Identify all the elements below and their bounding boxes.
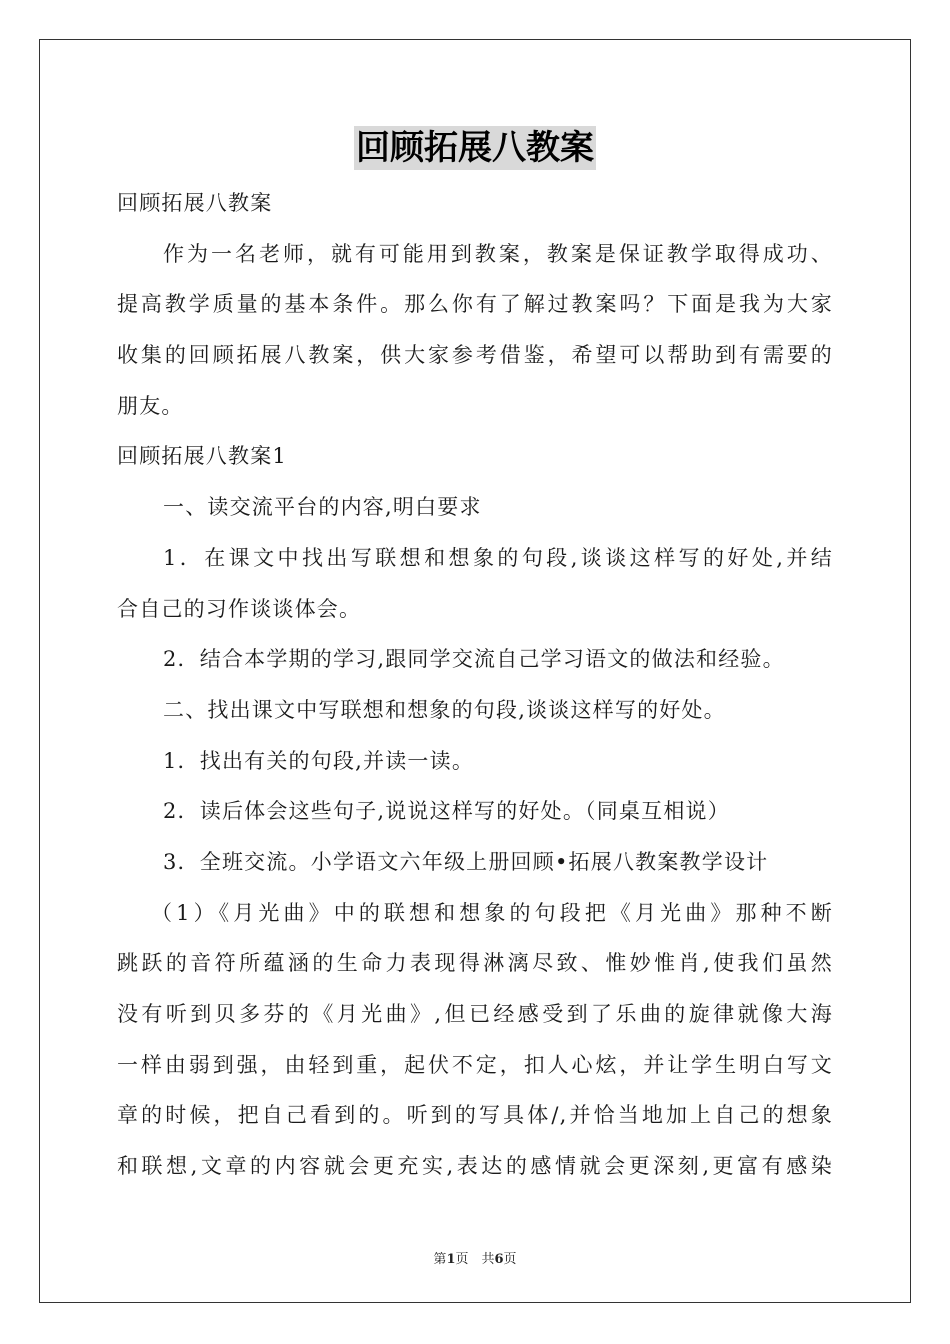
text-line: 和联想,文章的内容就会更充实,表达的感情就会更深刻,更富有感染 bbox=[117, 1154, 833, 1179]
text-line: 作为一名老师，就有可能用到教案，教案是保证教学取得成功、 bbox=[163, 241, 833, 266]
text-line: 一、读交流平台的内容,明白要求 bbox=[163, 495, 482, 520]
footer-page-number: 1 bbox=[446, 1252, 456, 1267]
text-line: 朋友。 bbox=[117, 393, 184, 418]
footer-suffix: 页 bbox=[503, 1252, 517, 1267]
text-line: 3．全班交流。小学语文六年级上册回顾•拓展八教案教学设计 bbox=[163, 849, 769, 874]
text-line: 回顾拓展八教案 bbox=[117, 191, 273, 215]
text-line: 1．找出有关的句段,并读一读。 bbox=[163, 748, 475, 773]
text-line: 章的时候，把自己看到的。听到的写具体/,并恰当地加上自己的想象 bbox=[117, 1103, 833, 1128]
text-line: 没有听到贝多芬的《月光曲》,但已经感受到了乐曲的旋律就像大海 bbox=[117, 1002, 833, 1026]
text-line: 2．结合本学期的学习,跟同学交流自己学习语文的做法和经验。 bbox=[163, 647, 785, 672]
text-line: 跳跃的音符所蕴涵的生命力表现得淋漓尽致、惟妙惟肖,使我们虽然 bbox=[117, 951, 833, 976]
text-line: 2．读后体会这些句子,说说这样写的好处。（同桌互相说） bbox=[163, 799, 730, 824]
document-body bbox=[117, 178, 833, 1192]
page-footer bbox=[0, 1248, 950, 1267]
text-line: 二、找出课文中写联想和想象的句段,谈谈这样写的好处。 bbox=[163, 697, 726, 722]
footer-total-pages: 6 bbox=[494, 1252, 504, 1267]
text-line: 收集的回顾拓展八教案，供大家参考借鉴，希望可以帮助到有需要的 bbox=[117, 343, 833, 368]
footer-prefix: 第 bbox=[433, 1252, 447, 1267]
text-line: 提高教学质量的基本条件。那么你有了解过教案吗？下面是我为大家 bbox=[117, 292, 833, 317]
document-title: 回顾拓展八教案 bbox=[356, 128, 594, 168]
text-line: 1．在课文中找出写联想和想象的句段,谈谈这样写的好处,并结 bbox=[163, 545, 833, 570]
text-line: 一样由弱到强，由轻到重，起伏不定，扣人心炫，并让学生明白写文 bbox=[117, 1052, 833, 1077]
text-line: （1）《月光曲》中的联想和想象的句段把《月光曲》那种不断 bbox=[151, 900, 833, 925]
text-line: 合自己的习作谈谈体会。 bbox=[117, 596, 362, 621]
footer-middle: 页 共 bbox=[455, 1252, 495, 1267]
text-line: 回顾拓展八教案1 bbox=[117, 444, 287, 469]
title-area bbox=[0, 126, 950, 170]
